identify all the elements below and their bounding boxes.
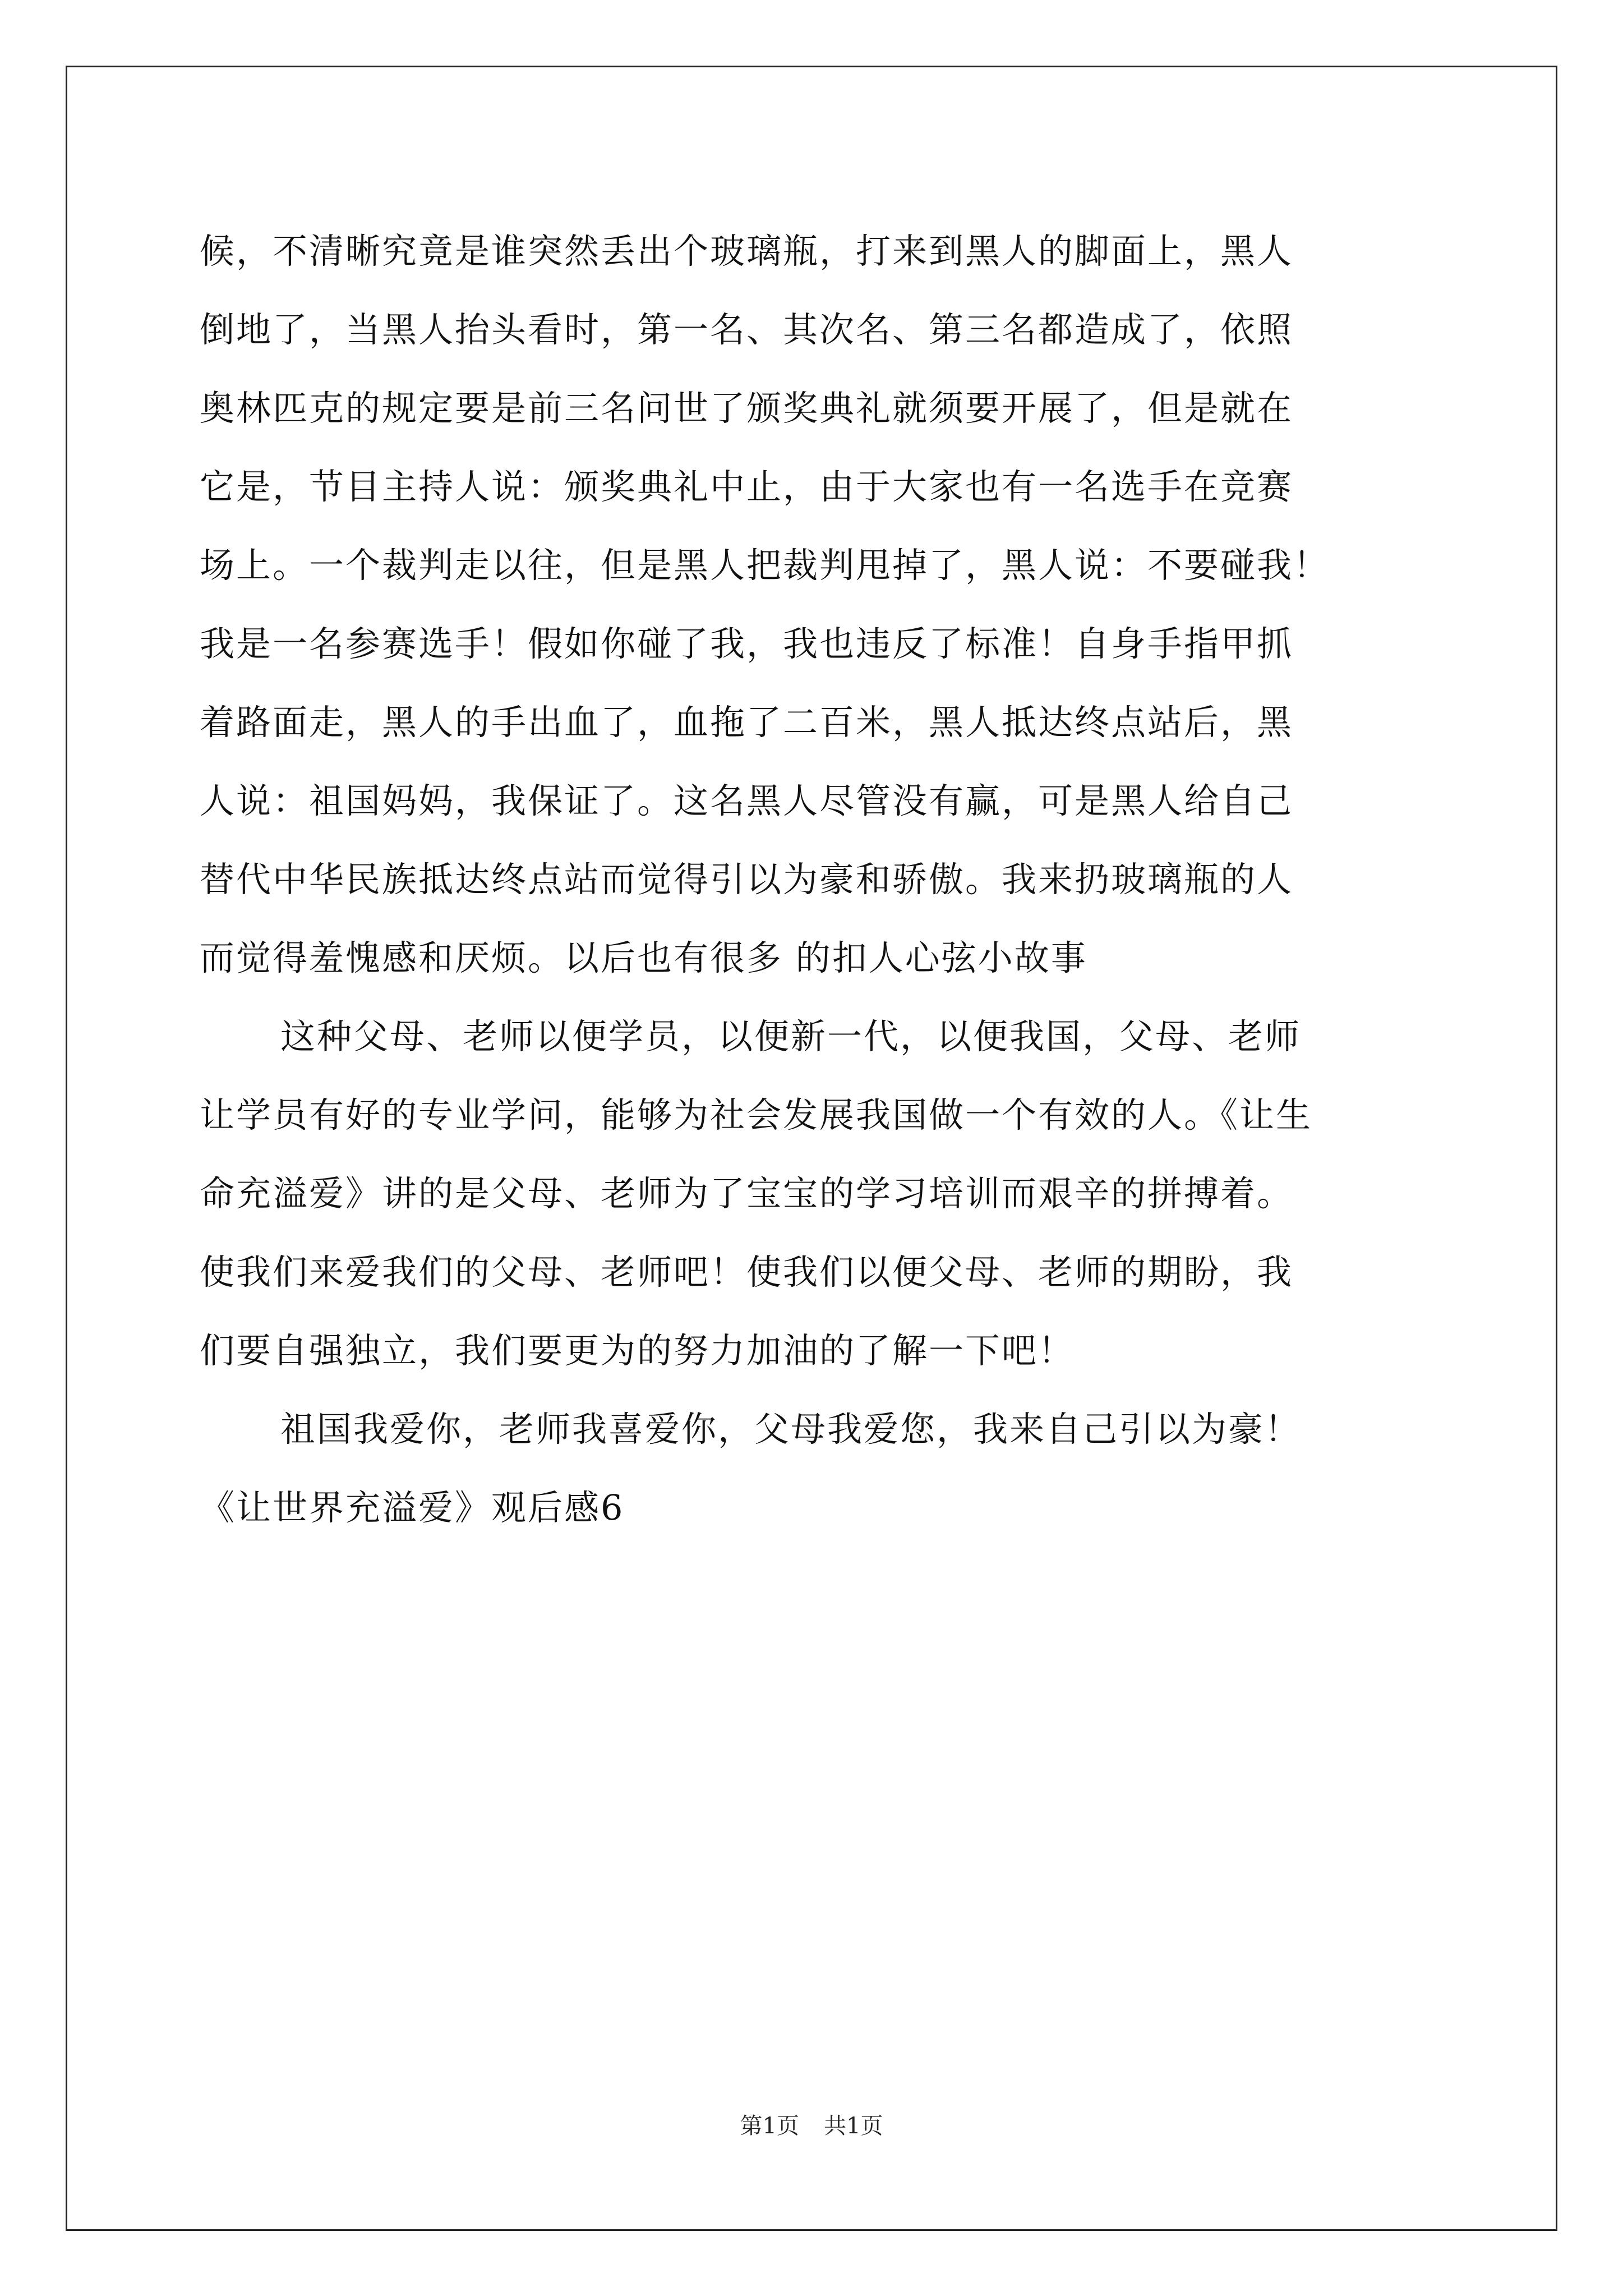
page-footer — [0, 2109, 1623, 2143]
text-line: 人说：祖国妈妈，我保证了。这名黑人尽管没有赢，可是黑人给自己 — [200, 780, 1294, 821]
text-line: 倒地了，当黑人抬头看时，第一名、其次名、第三名都造成了，依照 — [200, 309, 1294, 350]
text-line: 命充溢爱》讲的是父母、老师为了宝宝的学习培训而艰辛的拼搏着。 — [200, 1173, 1294, 1214]
section-heading: 《让世界充溢爱》观后感6 — [200, 1487, 625, 1528]
text-line: 让学员有好的专业学问，能够为社会发展我国做一个有效的人。《让生 — [200, 1094, 1313, 1135]
text-line: 使我们来爱我们的父母、老师吧！使我们以便父母、老师的期盼，我 — [200, 1251, 1294, 1292]
text-line: 着路面走，黑人的手出血了，血拖了二百米，黑人抵达终点站后，黑 — [200, 702, 1294, 743]
text-line: 候，不清晰究竟是谁突然丢出个玻璃瓶，打来到黑人的脚面上，黑人 — [200, 231, 1294, 272]
text-line: 我是一名参赛选手！假如你碰了我，我也违反了标准！自身手指甲抓 — [200, 623, 1294, 664]
text-line: 奥林匹克的规定要是前三名问世了颁奖典礼就须要开展了，但是就在 — [200, 388, 1294, 429]
paragraph-start-line: 这种父母、老师以便学员，以便新一代，以便我国，父母、老师 — [280, 1016, 1302, 1057]
document-body — [200, 212, 1445, 1547]
page-number-current: 第1页 — [740, 2113, 799, 2139]
text-line: 而觉得羞愧感和厌烦。以后也有很多 的扣人心弦小故事 — [200, 937, 1087, 978]
text-line: 场上。一个裁判走以往，但是黑人把裁判甩掉了，黑人说：不要碰我！ — [200, 545, 1330, 586]
text-line: 替代中华民族抵达终点站而觉得引以为豪和骄傲。我来扔玻璃瓶的人 — [200, 859, 1294, 900]
text-line: 它是，节目主持人说：颁奖典礼中止，由于大家也有一名选手在竞赛 — [200, 466, 1294, 507]
page-number-total: 共1页 — [824, 2113, 883, 2139]
text-line: 们要自强独立，我们要更为的努力加油的了解一下吧！ — [200, 1330, 1075, 1371]
paragraph-start-line: 祖国我爱你，老师我喜爱你，父母我爱您，我来自己引以为豪！ — [280, 1409, 1302, 1450]
